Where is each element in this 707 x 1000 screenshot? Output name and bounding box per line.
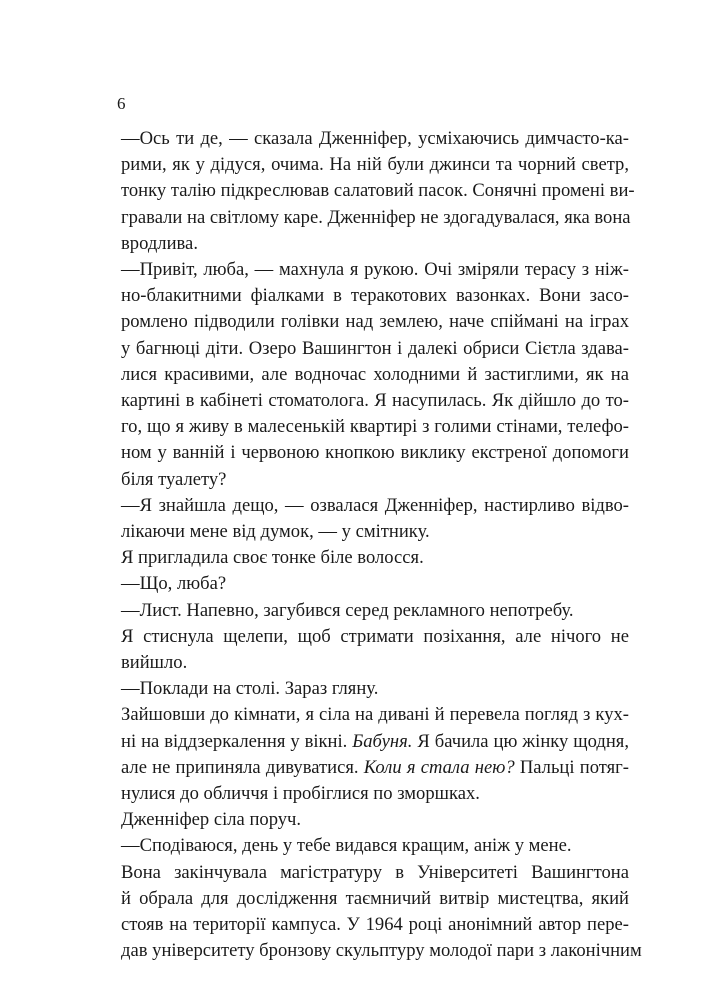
italic-text: Коли я стала нею? <box>363 756 515 778</box>
text-fragment: Я бачила цю жінку щодня, <box>412 730 629 752</box>
text-line: вийшло. <box>121 652 188 674</box>
text-line: Вона закінчувала магістратуру в Університеті Вашингтона <box>121 861 629 883</box>
text-line: стояв на території кампуса. У 1964 році анонімний автор пере- <box>121 914 629 936</box>
paragraph <box>121 598 629 624</box>
paragraph <box>121 833 629 859</box>
text-line: Дженніфер сіла поруч. <box>121 809 302 831</box>
italic-text: Бабуня. <box>352 730 413 752</box>
paragraph <box>121 126 635 257</box>
text-line: біля туалету? <box>121 468 227 490</box>
paragraph <box>121 624 629 676</box>
text-fragment: ні на віддзеркалення у вікні. <box>121 730 348 752</box>
text-line: —Сподіваюся, день у тебе видався кращим, аніж у мене. <box>121 835 572 857</box>
text-line: дав університету бронзову скульптуру молодої пари з лаконічним <box>121 940 642 962</box>
paragraph <box>121 257 629 493</box>
text-line: ном у ванній і червоною кнопкою виклику екстреної допомоги <box>121 442 629 464</box>
body-text <box>121 126 642 965</box>
text-line: гравали на світлому каре. Дженніфер не здогадувалася, яка вона <box>121 206 631 228</box>
text-line <box>121 755 629 781</box>
text-line: тонку талію підкреслював салатовий пасок. Сонячні промені ви- <box>121 180 635 202</box>
text-line: го, що я живу в малесенькій квартирі з голими стінами, телефо- <box>121 416 629 438</box>
text-line: картині в кабінеті стоматолога. Я насупилась. Як дійшло до то- <box>121 390 629 412</box>
text-line: ромлено підводили голівки над землею, наче спіймані на іграх <box>121 311 629 333</box>
paragraph <box>121 807 629 833</box>
text-line: рими, як у дідуся, очима. На ній були джинси та чорний светр, <box>121 154 629 176</box>
paragraph <box>121 676 629 702</box>
text-line: —Поклади на столі. Зараз гляну. <box>121 678 379 700</box>
paragraph <box>121 702 629 807</box>
text-line: —Лист. Напевно, загубився серед рекламного непотребу. <box>121 599 574 621</box>
text-line: лися красивими, але водночас холодними й застиглими, як на <box>121 363 629 385</box>
text-line: Я пригладила своє тонке біле волосся. <box>121 547 424 569</box>
text-fragment: але не припиняла дивуватися. <box>121 756 364 778</box>
text-line: у багнюці діти. Озеро Вашингтон і далекі обриси Сієтла здава- <box>121 337 629 359</box>
text-line: —Я знайшла дещо, — озвалася Дженніфер, настирливо відво- <box>121 494 629 516</box>
text-line: но-блакитними фіалками в теракотових вазонках. Вони засо- <box>121 285 629 307</box>
paragraph <box>121 571 629 597</box>
paragraph <box>121 545 629 571</box>
paragraph <box>121 493 629 545</box>
paragraph <box>121 860 642 965</box>
text-line: —Ось ти де, — сказала Дженніфер, усміхаючись димчасто-ка- <box>121 128 629 149</box>
text-fragment: Пальці потяг- <box>514 756 629 778</box>
text-line: —Привіт, люба, — махнула я рукою. Очі зміряли терасу з ніж- <box>121 259 629 281</box>
text-line: —Що, люба? <box>121 573 227 595</box>
text-line: Я стиснула щелепи, щоб стримати позіхання, але нічого не <box>121 625 629 647</box>
text-line: Зайшовши до кімнати, я сіла на дивані й перевела погляд з кух- <box>121 704 629 726</box>
text-line: й обрала для дослідження таємничий витвір мистецтва, який <box>121 887 629 909</box>
text-line: лікаючи мене від думок, — у смітнику. <box>121 521 430 543</box>
text-line: вродлива. <box>121 232 198 254</box>
text-line <box>121 729 629 755</box>
page-number: 6 <box>117 94 126 113</box>
text-line: нулися до обличчя і пробіглися по зморшках. <box>121 783 480 805</box>
